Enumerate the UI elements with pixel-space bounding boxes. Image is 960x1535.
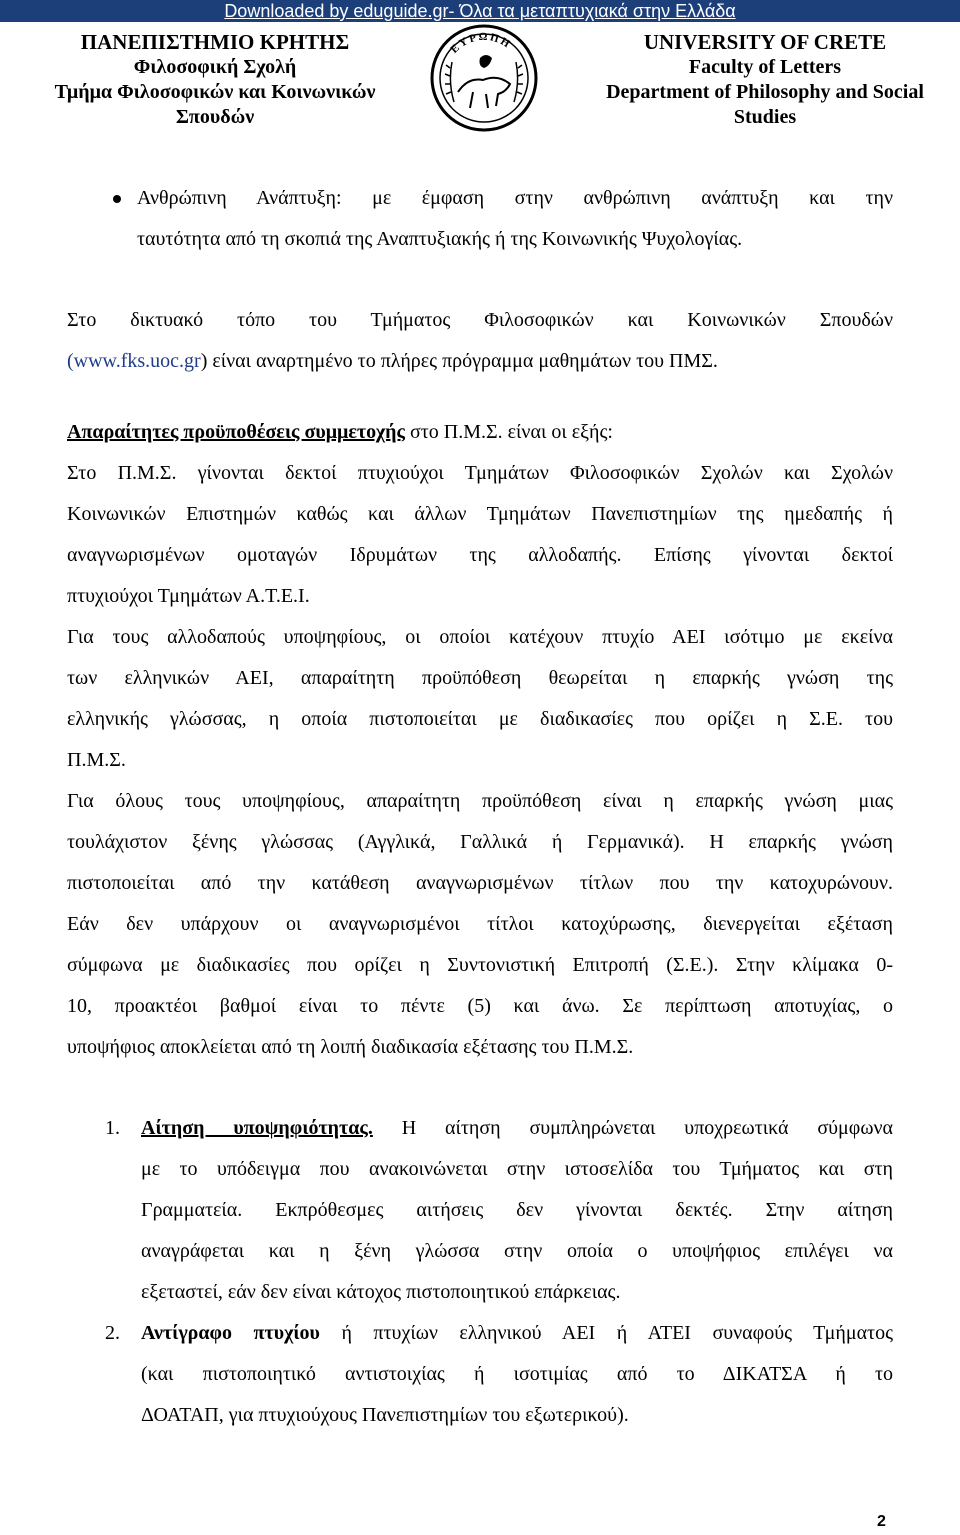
faculty-name-greek: Φιλοσοφική Σχολή xyxy=(133,56,297,78)
paragraph-line: σύμφωνα με διαδικασίες που ορίζει η Συντονιστική Επιτροπή (Σ.Ε.). Στην κλίμακα 0- xyxy=(67,954,893,976)
department-name-greek-line1: Τμήμα Φιλοσοφικών και Κοινωνικών xyxy=(54,81,376,103)
list-item-line xyxy=(105,1313,893,1354)
paragraph-line: πτυχιούχοι Τμημάτων Α.Τ.Ε.Ι. xyxy=(67,585,310,607)
list-item-line: αναγράφεται και η ξένη γλώσσα στην οποία ο υποψήφιος επιλέγει να xyxy=(141,1240,893,1262)
list-item-line: ΔΟΑΤΑΠ, για πτυχιούχους Πανεπιστημίων του εξωτερικού). xyxy=(141,1404,629,1426)
foreign-applicants-paragraph xyxy=(67,617,893,781)
list-number: 2. xyxy=(105,1322,120,1344)
paragraph-line: των ελληνικών ΑΕΙ, απαραίτητη προϋπόθεση θεωρείται η επαρκής γνώση της xyxy=(67,667,893,689)
university-of-crete-seal-icon xyxy=(428,22,540,134)
list-item-title: Αίτηση υποψηφιότητας. xyxy=(141,1117,373,1139)
bullet-line: Ανθρώπινη Ανάπτυξη: με έμφαση στην ανθρώπινη ανάπτυξη και την xyxy=(137,187,893,209)
svg-text:ΕΥΡΩΠΗ xyxy=(448,31,513,56)
paragraph-line: Για τους αλλοδαπούς υποψηφίους, οι οποίοι κατέχουν πτυχίο ΑΕΙ ισότιμο με εκείνα xyxy=(67,626,893,648)
paragraph-line: ελληνικής γλώσσας, η οποία πιστοποιείται με διαδικασίες που ορίζει η Σ.Ε. του xyxy=(67,708,893,730)
bullet-icon xyxy=(113,195,121,203)
paragraph-line: Κοινωνικών Επιστημών καθώς και άλλων Τμημάτων Πανεπιστημίων της ημεδαπής ή xyxy=(67,503,893,525)
list-item-line: με το υπόδειγμα που ανακοινώνεται στην ιστοσελίδα του Τμήματος και στη xyxy=(141,1158,893,1180)
seal-text: ΕΥΡΩΠΗ xyxy=(448,30,514,56)
paragraph-line: 10, προακτέοι βαθμοί είναι το πέντε (5) και άνω. Σε περίπτωση αποτυχίας, ο xyxy=(67,995,893,1017)
paragraph-line: Εάν δεν υπάρχουν οι αναγνωρισμένοι τίτλοι κατοχύρωσης, διενεργείται εξέταση xyxy=(67,913,893,935)
bullet-item xyxy=(67,178,893,260)
document-body xyxy=(67,178,893,1436)
requirements-heading-rest: στο Π.Μ.Σ. είναι οι εξής: xyxy=(404,421,613,443)
download-banner xyxy=(0,0,960,22)
requirements-heading xyxy=(67,412,893,453)
paragraph-line: υποψήφιος αποκλείεται από τη λοιπή διαδικασία εξέτασης του Π.Μ.Σ. xyxy=(67,1036,634,1058)
list-item-degree-copy xyxy=(67,1313,893,1436)
download-banner-link[interactable]: Downloaded by eduguide.gr- Όλα τα μεταπτυχιακά στην Ελλάδα xyxy=(224,1,736,21)
page-number: 2 xyxy=(877,1513,886,1530)
paragraph-line: αναγνωρισμένων ομοταγών Ιδρυμάτων της αλλοδαπής. Επίσης γίνονται δεκτοί xyxy=(67,544,893,566)
list-item-line: Γραμματεία. Εκπρόθεσμες αιτήσεις δεν γίνονται δεκτές. Στην αίτηση xyxy=(141,1199,893,1221)
list-item-line xyxy=(105,1108,893,1149)
department-name-english-line2: Studies xyxy=(733,106,797,128)
paren-open: ( xyxy=(67,350,74,372)
eligibility-paragraph xyxy=(67,453,893,617)
website-paragraph-line xyxy=(67,341,893,382)
department-name-english-line1: Department of Philosophy and Social xyxy=(606,81,924,103)
list-item-text: ή πτυχίων ελληνικού ΑΕΙ ή ΑΤΕΙ συναφούς Τμήματος xyxy=(319,1322,893,1344)
faculty-name-english: Faculty of Letters xyxy=(688,56,842,78)
letterhead-greek xyxy=(30,30,400,130)
paragraph-line: Στο Π.Μ.Σ. γίνονται δεκτοί πτυχιούχοι Τμημάτων Φιλοσοφικών Σχολών και Σχολών xyxy=(67,462,893,484)
bullet-line: ταυτότητα από τη σκοπιά της Αναπτυξιακής ή της Κοινωνικής Ψυχολογίας. xyxy=(137,228,743,250)
university-name-english: UNIVERSITY OF CRETE xyxy=(643,30,887,54)
paragraph-line: τουλάχιστον ξένης γλώσσας (Αγγλικά, Γαλλικά ή Γερμανικά). Η επαρκής γνώση xyxy=(67,831,893,853)
letterhead xyxy=(0,22,960,132)
department-website-link[interactable]: www.fks.uoc.gr xyxy=(73,350,201,372)
website-paragraph-rest: ) είναι αναρτημένο το πλήρες πρόγραμμα μαθημάτων του ΠΜΣ. xyxy=(200,350,718,372)
list-item-text: Η αίτηση συμπληρώνεται υποχρεωτικά σύμφωνα xyxy=(372,1117,894,1139)
letterhead-english xyxy=(570,30,960,130)
language-requirement-paragraph xyxy=(67,781,893,1068)
paragraph-line: Για όλους τους υποψηφίους, απαραίτητη προϋπόθεση είναι η επαρκής γνώση μιας xyxy=(67,790,893,812)
list-item-line: εξεταστεί, εάν δεν είναι κάτοχος πιστοποιητικού επάρκειας. xyxy=(141,1281,621,1303)
department-name-greek-line2: Σπουδών xyxy=(175,106,255,128)
requirements-heading-title: Απαραίτητες προϋποθέσεις συμμετοχής xyxy=(67,421,405,443)
list-number: 1. xyxy=(105,1117,120,1139)
paragraph-line: πιστοποιείται από την κατάθεση αναγνωρισμένων τίτλων που την κατοχυρώνουν. xyxy=(67,872,893,894)
paragraph-line: Π.Μ.Σ. xyxy=(67,749,126,771)
list-item-title: Αντίγραφο πτυχίου xyxy=(141,1322,320,1344)
list-item-line: (και πιστοποιητικό αντιστοιχίας ή ισοτιμίας από το ΔΙΚΑΤΣΑ ή το xyxy=(141,1363,893,1385)
website-paragraph-line: Στο δικτυακό τόπο του Τμήματος Φιλοσοφικών και Κοινωνικών Σπουδών xyxy=(67,309,893,331)
university-name-greek: ΠΑΝΕΠΙΣΤΗΜΙΟ ΚΡΗΤΗΣ xyxy=(80,30,350,54)
list-item-application xyxy=(67,1108,893,1313)
